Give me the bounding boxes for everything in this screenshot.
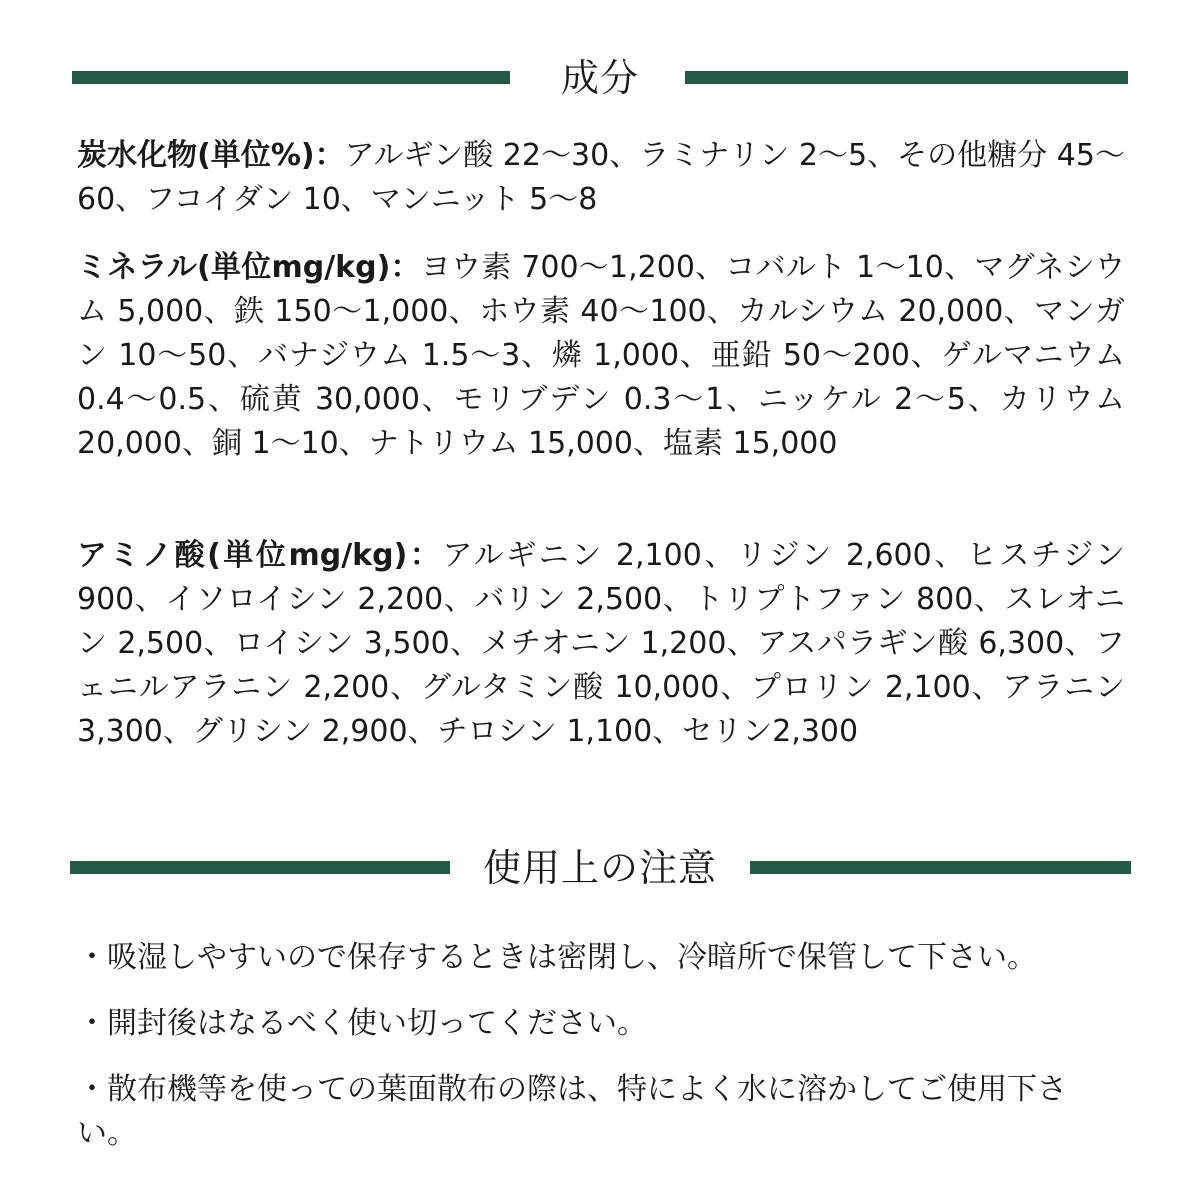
ingredient-minerals	[77, 246, 1155, 466]
ingredient-carbohydrates	[77, 134, 1125, 222]
ingredient-amino-acids	[77, 534, 1125, 754]
ingredient-text: アルギン酸 22〜30、ラミナリン 2〜5、その他糖分 45〜60、フコイダン 10、マンニット 5〜8	[77, 138, 1125, 217]
precaution-item: ・吸湿しやすいので保存するときは密閉し、冷暗所で保管して下さい。	[77, 940, 1037, 975]
ingredient-label: 炭水化物(単位%)：	[77, 138, 345, 173]
heading-divider-right	[750, 861, 1131, 874]
section-title-ingredients: 成分	[560, 56, 639, 100]
ingredient-label: ミネラル(単位mg/kg)：	[77, 250, 421, 285]
ingredient-label: アミノ酸(単位mg/kg)：	[77, 538, 443, 573]
precaution-item: ・散布機等を使っての葉面散布の際は、特によく水に溶かしてご使用下さい。	[77, 1072, 1067, 1151]
ingredient-text: ヨウ素 700〜1,200、コバルト 1〜10、マグネシウム 5,000、鉄 150〜1,000、ホウ素 40〜100、カルシウム 20,000、マンガン 10〜50、バナジウム 1.5〜3、燐 1,000、亜鉛 50〜200、ゲルマニウム 0.4〜0.5、硫黄 30,000、モリブデン 0.3〜1、ニッケル 2〜5、カリウム 20,000、銅 1〜10、ナトリウム 15,000、塩素 15,000	[77, 250, 1155, 461]
section-heading-ingredients	[0, 53, 1200, 103]
ingredient-text: アルギニン 2,100、リジン 2,600、ヒスチジン 900、イソロイシン 2,200、バリン 2,500、トリプトファン 800、スレオニン 2,500、ロイシン 3,500、メチオニン 1,200、アスパラギン酸 6,300、フェニルアラニン 2,200、グルタミン酸 10,000、プロリン 2,100、アラニン3,300、グリシン 2,900、チロシン 1,100、セリン2,300	[77, 538, 1125, 749]
precaution-item: ・開封後はなるべく使い切ってください。	[77, 1006, 647, 1041]
section-heading-precautions	[0, 843, 1200, 893]
section-title-precautions: 使用上の注意	[482, 846, 717, 890]
heading-divider-right	[685, 71, 1128, 84]
